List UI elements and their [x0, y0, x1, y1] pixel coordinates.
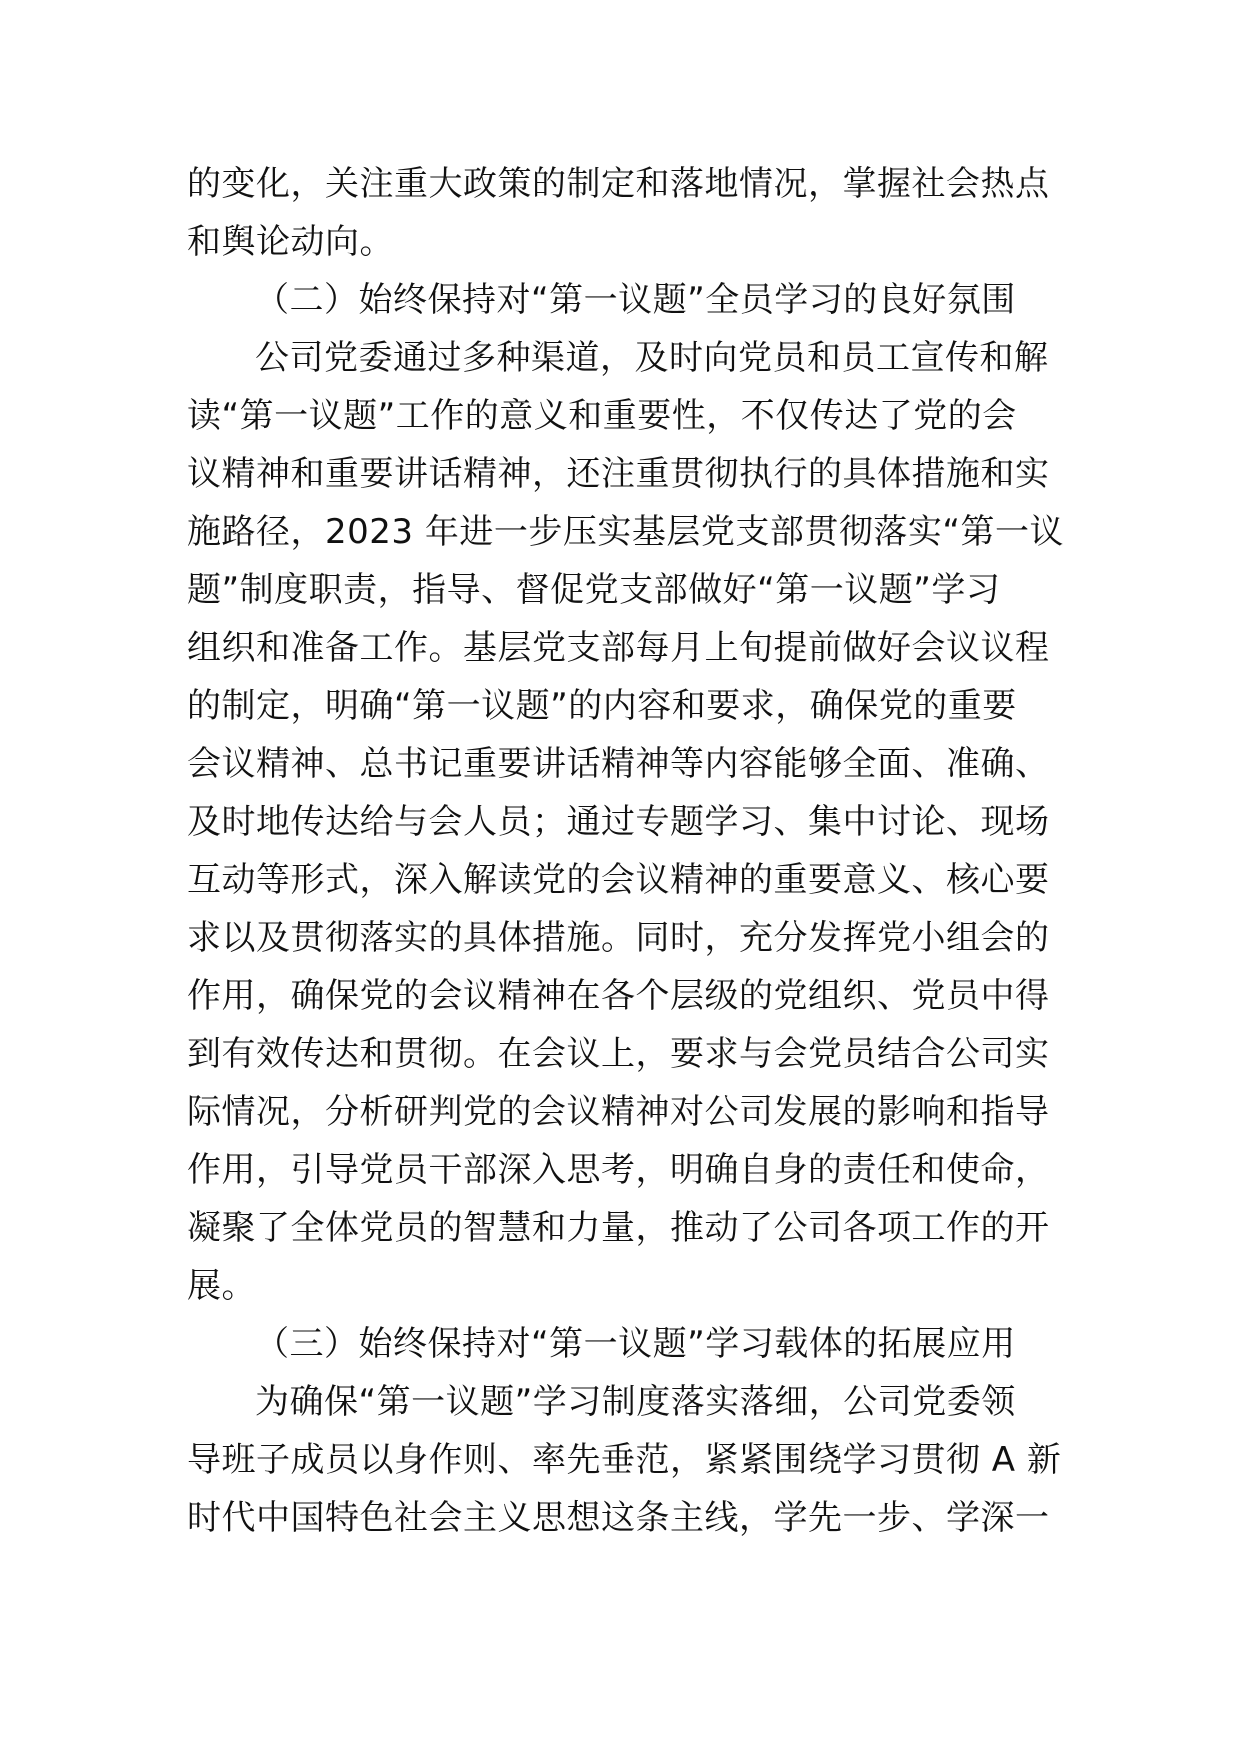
section-heading-3: （三）始终保持对“第一议题”学习载体的拓展应用 — [255, 1324, 1016, 1364]
text-line-5: 读“第一议题”工作的意义和重要性，不仅传达了党的会 — [187, 396, 1017, 436]
text-line-11: 会议精神、总书记重要讲话精神等内容能够全面、准确、 — [187, 744, 1050, 784]
text-line-6: 议精神和重要讲话精神，还注重贯彻执行的具体措施和实 — [187, 454, 1050, 494]
text-line-19: 凝聚了全体党员的智慧和力量，推动了公司各项工作的开 — [187, 1208, 1050, 1248]
text-line-10: 的制定，明确“第一议题”的内容和要求，确保党的重要 — [187, 686, 1017, 726]
text-line-22: 为确保“第一议题”学习制度落实落细，公司党委领 — [255, 1382, 1016, 1422]
text-line-14: 求以及贯彻落实的具体措施。同时，充分发挥党小组会的 — [187, 918, 1050, 958]
text-line-13: 互动等形式，深入解读党的会议精神的重要意义、核心要 — [187, 860, 1050, 900]
text-line-16: 到有效传达和贯彻。在会议上，要求与会党员结合公司实 — [187, 1034, 1050, 1074]
section-heading-2: （二）始终保持对“第一议题”全员学习的良好氛围 — [255, 280, 1016, 320]
text-line-12: 及时地传达给与会人员；通过专题学习、集中讨论、现场 — [187, 802, 1050, 842]
text-line-24: 时代中国特色社会主义思想这条主线，学先一步、学深一 — [187, 1498, 1050, 1538]
text-line-17: 际情况，分析研判党的会议精神对公司发展的影响和指导 — [187, 1092, 1050, 1132]
text-line-23: 导班子成员以身作则、率先垂范，紧紧围绕学习贯彻 A 新 — [187, 1440, 1062, 1480]
text-line-15: 作用，确保党的会议精神在各个层级的党组织、党员中得 — [187, 976, 1050, 1016]
text-line-1: 的变化，关注重大政策的制定和落地情况，掌握社会热点 — [187, 164, 1050, 204]
text-line-20: 展。 — [187, 1266, 256, 1306]
document-body — [187, 155, 1064, 1547]
text-line-7: 施路径，2023 年进一步压实基层党支部贯彻落实“第一议 — [187, 512, 1064, 552]
text-line-9: 组织和准备工作。基层党支部每月上旬提前做好会议议程 — [187, 628, 1050, 668]
text-line-4: 公司党委通过多种渠道，及时向党员和员工宣传和解 — [255, 338, 1049, 378]
text-line-18: 作用，引导党员干部深入思考，明确自身的责任和使命， — [187, 1150, 1050, 1190]
text-line-8: 题”制度职责，指导、督促党支部做好“第一议题”学习 — [187, 570, 1001, 610]
text-line-2: 和舆论动向。 — [187, 222, 394, 262]
